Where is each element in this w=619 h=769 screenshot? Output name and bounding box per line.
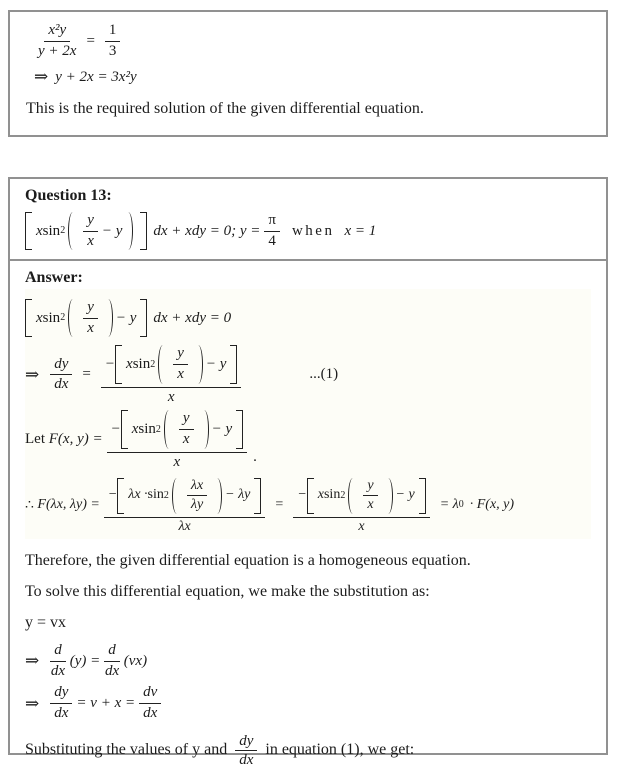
right-bracket xyxy=(254,478,261,514)
right-paren xyxy=(385,478,393,514)
fraction-denominator: dx xyxy=(54,376,69,393)
solution-box xyxy=(8,10,608,137)
result-f-xy: · F(x, y) xyxy=(469,497,515,513)
fraction-denominator: x xyxy=(167,388,175,405)
fraction-denominator: x xyxy=(173,453,181,470)
bracket-expression xyxy=(307,476,426,516)
fraction-numerator: x²y xyxy=(44,22,70,42)
fraction-numerator: dv xyxy=(139,684,161,704)
fraction-numerator: dy xyxy=(50,356,72,376)
var-x: x xyxy=(36,309,43,326)
fraction-y-over-x xyxy=(83,212,98,250)
minus-y: − y xyxy=(395,487,415,503)
fraction-y-over-x xyxy=(179,410,194,448)
superscript-2: 2 xyxy=(60,225,66,237)
equation-a4 xyxy=(25,476,591,536)
fraction-denominator: x xyxy=(87,232,94,249)
period: . xyxy=(253,448,257,465)
superscript-2: 2 xyxy=(155,423,161,435)
fraction-dy-dx xyxy=(235,733,257,769)
equation-a2 xyxy=(25,343,591,406)
equals-lambda: = λ xyxy=(439,497,459,513)
answer-section xyxy=(10,261,606,769)
equation-middle: dx + xdy = 0; y = xyxy=(153,222,261,239)
equals-sign: = xyxy=(86,32,95,49)
left-bracket xyxy=(117,478,124,514)
left-bracket xyxy=(115,345,122,383)
homogeneous-statement: Therefore, the given differential equation is a homogeneous equation. xyxy=(25,552,471,570)
fraction-numerator: y xyxy=(179,410,194,430)
sin-function: sin xyxy=(138,420,156,437)
fraction-denominator: dx xyxy=(104,662,120,679)
fraction-numerator: d xyxy=(104,642,120,662)
fraction-denominator: 3 xyxy=(108,42,117,59)
minus-y: − y xyxy=(101,222,123,239)
superscript-2: 2 xyxy=(150,358,156,370)
left-paren xyxy=(172,478,180,514)
function-f-lambda: F(λx, λy) = xyxy=(37,497,100,513)
statement-part-1: Substituting the values of y and xyxy=(25,740,228,758)
solution-statement: This is the required solution of the given differential equation. xyxy=(26,100,424,118)
superscript-2: 2 xyxy=(340,489,346,501)
bracket-expression xyxy=(25,297,147,339)
right-paren xyxy=(201,410,209,448)
middle-terms: = v + x = xyxy=(76,695,136,712)
right-paren xyxy=(214,478,222,514)
fraction-y-over-x xyxy=(83,299,98,337)
question-section xyxy=(10,179,606,261)
therefore-icon: ∴ xyxy=(25,497,34,513)
minus-lambda-y: − λy xyxy=(225,487,251,503)
big-fraction xyxy=(101,343,242,406)
right-paren xyxy=(195,345,203,383)
equation-a6 xyxy=(25,684,591,722)
minus-sign: − xyxy=(297,487,307,503)
fraction-denominator: dx xyxy=(239,752,254,769)
fraction-y-over-x xyxy=(173,345,188,383)
right-paren xyxy=(125,212,133,250)
fraction-pi-over-4 xyxy=(264,212,280,250)
word-when: when xyxy=(291,222,335,239)
superscript-2: 2 xyxy=(163,489,169,501)
equation-implication xyxy=(34,67,590,87)
fraction-dy-dx xyxy=(50,684,72,722)
fraction-denominator: dx xyxy=(54,705,69,722)
minus-y: − y xyxy=(115,309,137,326)
fraction-numerator xyxy=(293,476,429,518)
fraction-numerator: dy xyxy=(235,733,257,752)
fraction-numerator xyxy=(104,476,266,518)
equation-a5 xyxy=(25,642,591,680)
minus-sign: − xyxy=(110,420,121,437)
equation-tail: dx + xdy = 0 xyxy=(153,309,232,326)
fraction-dy-dx xyxy=(50,356,72,394)
right-paren xyxy=(105,299,113,337)
left-bracket xyxy=(25,299,32,337)
big-fraction-lambda xyxy=(104,476,266,536)
left-paren xyxy=(164,410,172,448)
right-bracket xyxy=(140,299,147,337)
fraction-one-third xyxy=(105,22,121,60)
fraction-denominator: x xyxy=(367,497,374,513)
fraction-denominator: x xyxy=(87,319,94,336)
superscript-2: 2 xyxy=(60,312,66,324)
right-bracket xyxy=(140,212,147,250)
sin-function: sin xyxy=(147,487,164,503)
fraction-denominator: y + 2x xyxy=(38,42,77,59)
fraction-x2y-over-y-plus-2x xyxy=(38,22,76,60)
fraction-numerator: y xyxy=(363,478,377,497)
fraction-y-over-x xyxy=(363,478,377,514)
fraction-denominator: x xyxy=(177,366,184,383)
right-bracket xyxy=(236,410,243,448)
substituting-statement xyxy=(25,733,591,769)
sin-function: sin xyxy=(323,487,341,503)
fraction-denominator: λx xyxy=(178,518,191,534)
bracket-expression-lambda xyxy=(117,476,261,516)
fraction-numerator: dy xyxy=(50,684,72,704)
implies-icon: ⇒ xyxy=(34,67,49,87)
fraction-numerator: 1 xyxy=(105,22,121,42)
superscript-0: 0 xyxy=(458,499,464,511)
question-box xyxy=(8,177,608,769)
minus-y: − y xyxy=(205,355,227,372)
fraction-denominator: λy xyxy=(190,497,204,513)
equation-a1 xyxy=(25,297,591,339)
fraction-denominator: x xyxy=(182,431,190,448)
implies-icon: ⇒ xyxy=(25,651,40,671)
answer-label: Answer: xyxy=(25,269,83,286)
fraction-denominator: dx xyxy=(143,705,158,722)
var-x: x xyxy=(126,355,133,372)
minus-sign: − xyxy=(104,355,116,372)
substitution-y-vx: y = vx xyxy=(25,614,67,632)
sin-function: sin xyxy=(42,222,61,239)
minus-sign: − xyxy=(107,487,118,503)
var-lambda-x: λx · xyxy=(128,487,148,503)
substitution-statement: To solve this differential equation, we make the substitution as: xyxy=(25,583,430,601)
left-bracket xyxy=(121,410,128,448)
left-paren xyxy=(68,299,76,337)
operand-vx: (vx) xyxy=(123,652,148,669)
fraction-d-dx xyxy=(50,642,66,680)
statement-part-2: in equation (1), we get: xyxy=(265,740,415,758)
big-fraction xyxy=(107,408,248,471)
equation-body: y + 2x = 3x²y xyxy=(55,68,137,85)
fraction-numerator: λx xyxy=(187,478,207,497)
left-paren xyxy=(68,212,76,250)
var-x: x xyxy=(317,487,324,503)
var-x: x xyxy=(131,420,139,437)
implies-icon: ⇒ xyxy=(25,364,40,384)
equation-a3 xyxy=(25,408,591,471)
fraction-numerator: π xyxy=(264,212,280,232)
operand-y: (y) = xyxy=(69,652,101,669)
function-f-xy: F(x, y) = xyxy=(48,431,103,448)
sin-function: sin xyxy=(42,309,61,326)
condition-x-equals-1: x = 1 xyxy=(344,222,377,239)
var-x: x xyxy=(36,222,43,239)
fraction-numerator: y xyxy=(83,212,98,232)
sin-function: sin xyxy=(132,355,151,372)
left-bracket xyxy=(307,478,314,514)
fraction-numerator: y xyxy=(173,345,188,365)
left-paren xyxy=(158,345,166,383)
implies-icon: ⇒ xyxy=(25,693,40,713)
fraction-numerator: d xyxy=(50,642,66,662)
equation-fraction-solution xyxy=(34,22,590,60)
fraction-numerator xyxy=(101,343,242,387)
fraction-numerator: y xyxy=(83,299,98,319)
equals-sign: = xyxy=(82,366,91,383)
answer-equation-group xyxy=(25,289,591,539)
left-bracket xyxy=(25,212,32,250)
equals-sign: = xyxy=(275,497,284,513)
fraction-lambda-x-over-lambda-y xyxy=(187,478,207,514)
bracket-expression xyxy=(115,343,237,385)
big-fraction xyxy=(293,476,429,536)
word-let: Let xyxy=(25,431,45,448)
fraction-denominator: x xyxy=(358,518,365,534)
minus-y: − y xyxy=(211,420,233,437)
question-label: Question 13: xyxy=(25,187,112,204)
bracket-expression xyxy=(121,408,243,450)
right-bracket xyxy=(230,345,237,383)
right-bracket xyxy=(419,478,426,514)
fraction-denominator: dx xyxy=(50,662,66,679)
left-paren xyxy=(348,478,356,514)
fraction-dv-dx xyxy=(139,684,161,722)
fraction-d-dx xyxy=(104,642,120,680)
equation-number: ...(1) xyxy=(309,366,339,383)
question-equation xyxy=(25,212,591,250)
fraction-denominator: 4 xyxy=(268,232,276,249)
fraction-numerator xyxy=(107,408,248,452)
